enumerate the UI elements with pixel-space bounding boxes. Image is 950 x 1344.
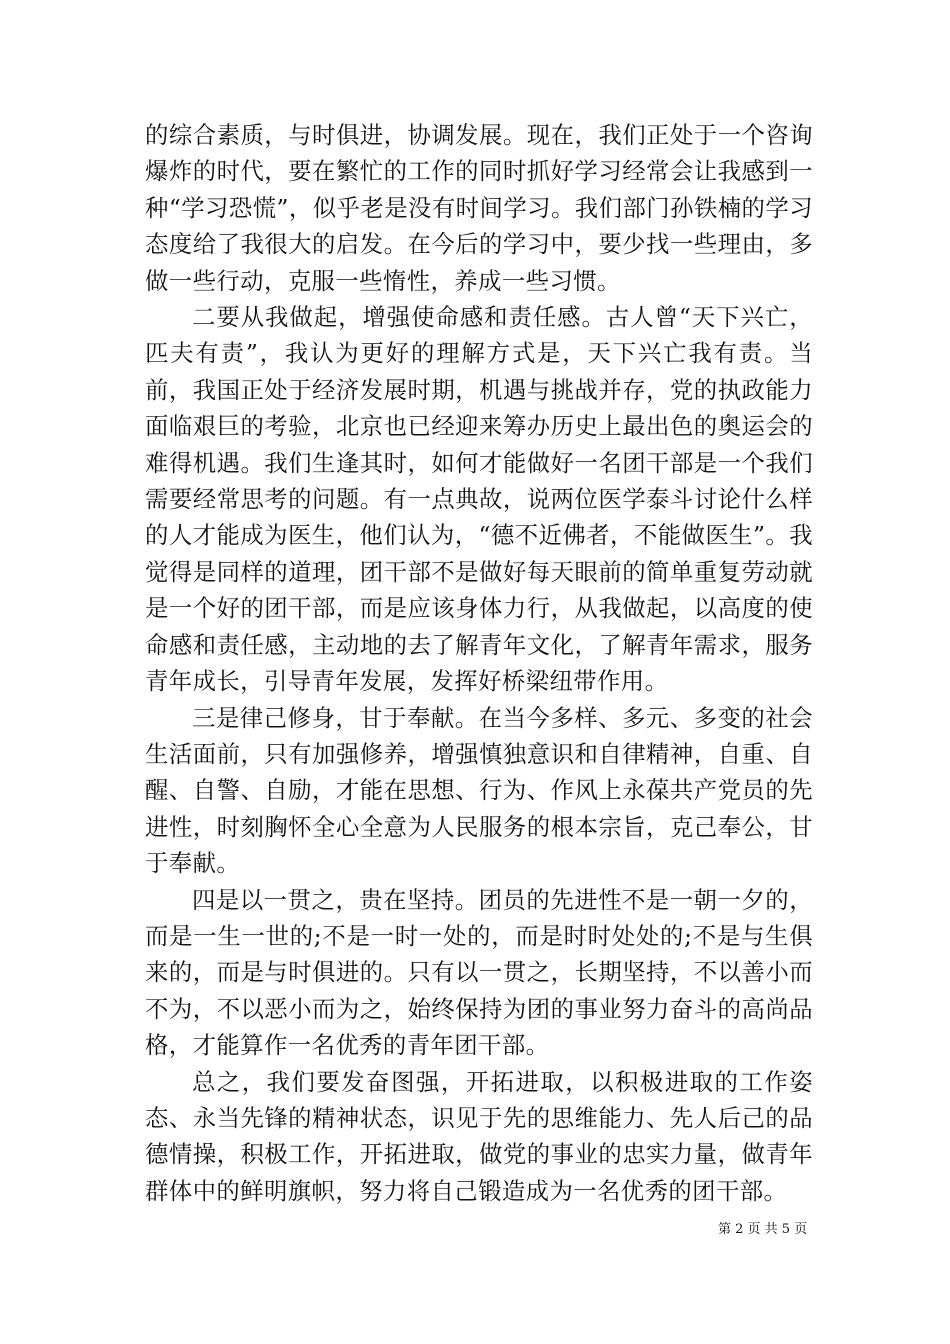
paragraph-conclusion: 总之，我们要发奋图强，开拓进取，以积极进取的工作姿态、永当先锋的精神状态，识见于先的思维能力、先人后己的品德情操，积极工作，开拓进取，做党的事业的忠实力量，做青年群体中的鲜明旗帜，努力将自己锻造成为一名优秀的团干部。: [145, 1067, 813, 1205]
page-number: 第 2 页 共 5 页: [718, 1222, 808, 1237]
paragraph-third-point: 三是律己修身，甘于奉献。在当今多样、多元、多变的社会生活面前，只有加强修养，增强慎独意识和自律精神，自重、自醒、自警、自励，才能在思想、行为、作风上永葆共产党员的先进性，时刻胸怀全心全意为人民服务的根本宗旨，克己奉公，甘于奉献。: [145, 703, 813, 878]
document-body: [145, 117, 813, 1209]
paragraph-continuation: 的综合素质，与时俱进，协调发展。现在，我们正处于一个咨询爆炸的时代，要在繁忙的工作的同时抓好学习经常会让我感到一种“学习恐慌”，似乎老是没有时间学习。我们部门孙铁楠的学习态度给了我很大的启发。在今后的学习中，要少找一些理由，多做一些行动，克服一些惰性，养成一些习惯。: [145, 121, 813, 295]
paragraph-second-point: 二要从我做起，增强使命感和责任感。古人曾“天下兴亡，匹夫有责”，我认为更好的理解方式是，天下兴亡我有责。当前，我国正处于经济发展时期，机遇与挑战并存，党的执政能力面临艰巨的考验，北京也已经迎来筹办历史上最出色的奥运会的难得机遇。我们生逢其时，如何才能做好一名团干部是一个我们需要经常思考的问题。有一点典故，说两位医学泰斗讨论什么样的人才能成为医生，他们认为，“德不近佛者，不能做医生”。我觉得是同样的道理，团干部不是做好每天眼前的简单重复劳动就是一个好的团干部，而是应该身体力行，从我做起，以高度的使命感和责任感，主动地的去了解青年文化，了解青年需求，服务青年成长，引导青年发展，发挥好桥梁纽带作用。: [145, 303, 813, 696]
paragraph-fourth-point: 四是以一贯之，贵在坚持。团员的先进性不是一朝一夕的，而是一生一世的;不是一时一处的，而是时时处处的;不是与生俱来的，而是与时俱进的。只有以一贯之，长期坚持，不以善小而不为，不以恶小而为之，始终保持为团的事业努力奋斗的高尚品格，才能算作一名优秀的青年团干部。: [145, 885, 813, 1060]
